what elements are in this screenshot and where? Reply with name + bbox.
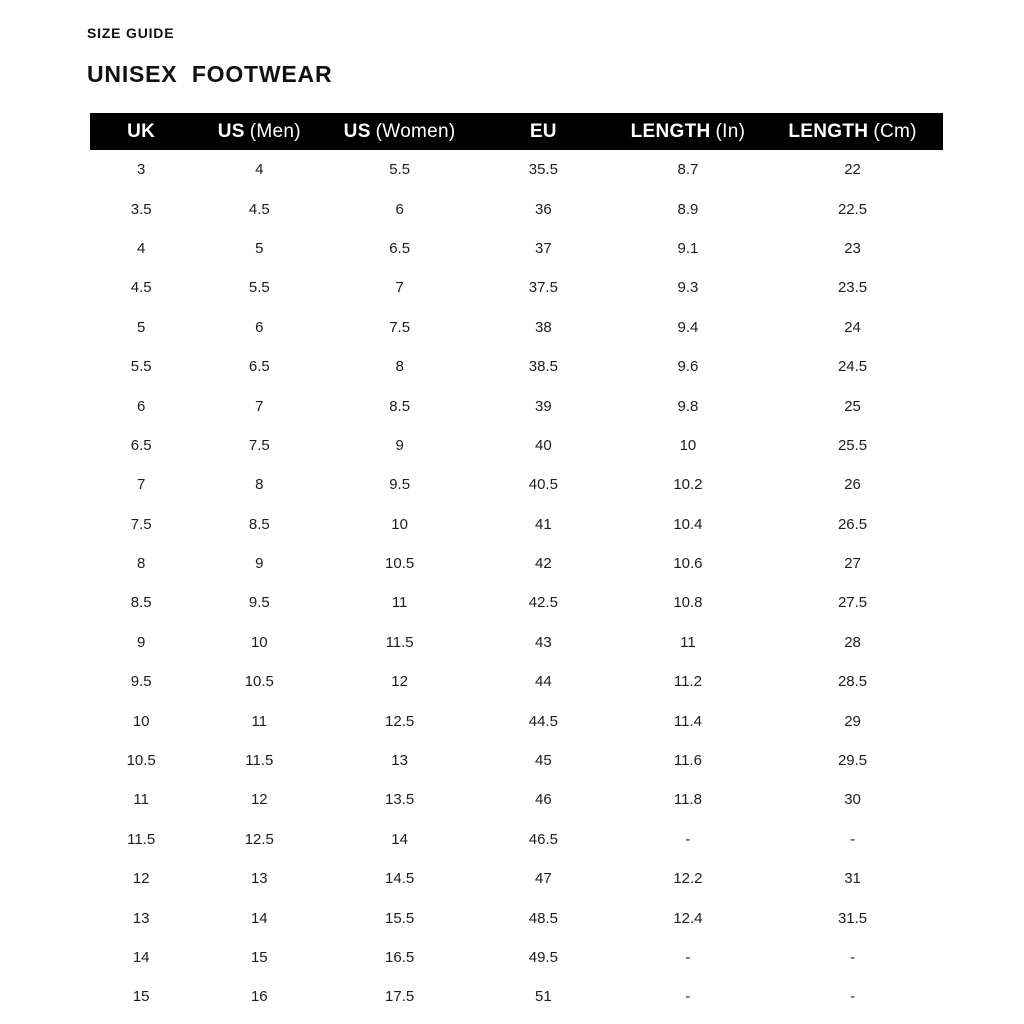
table-row — [90, 229, 943, 268]
size-cell: 23.5 — [837, 279, 868, 297]
table-row — [90, 820, 943, 859]
size-cell: - — [850, 949, 856, 966]
size-cell: 42.5 — [528, 594, 558, 612]
table-header-row — [90, 113, 943, 150]
size-cell: 31.5 — [837, 909, 868, 927]
size-cell: 16 — [250, 988, 268, 1006]
size-cell: 10.5 — [385, 555, 415, 573]
size-cell: 13.5 — [385, 791, 415, 809]
size-cell: 25.5 — [837, 436, 868, 454]
size-cell: 7.5 — [389, 318, 411, 336]
size-cell: 24 — [844, 318, 861, 336]
size-cell: 25 — [844, 397, 861, 415]
column-header-unit: (Men) — [249, 120, 301, 142]
size-cell: 4.5 — [248, 200, 270, 218]
size-cell: 9.5 — [248, 594, 270, 612]
size-cell: 10 — [391, 515, 408, 533]
size-cell: 43 — [534, 633, 552, 651]
size-cell: 39 — [534, 397, 552, 415]
size-cell: 9.5 — [389, 476, 411, 494]
size-cell: 35.5 — [528, 161, 558, 179]
size-cell: 40 — [534, 436, 552, 454]
size-cell: 4 — [137, 239, 146, 257]
size-cell: 5.5 — [389, 161, 411, 179]
column-header-label: LENGTH — [788, 120, 869, 142]
size-cell: 15 — [132, 988, 150, 1006]
size-cell: 14 — [250, 909, 268, 927]
size-cell: 9.6 — [677, 358, 699, 376]
size-cell: 29 — [844, 712, 861, 730]
size-cell: 7 — [255, 397, 264, 415]
size-cell: 14 — [132, 949, 150, 966]
size-cell: 15 — [250, 949, 268, 966]
size-cell: 37.5 — [528, 279, 558, 297]
size-cell: 29.5 — [837, 752, 868, 770]
column-header-label: US — [217, 120, 245, 142]
table-header-bar — [90, 113, 943, 150]
size-cell: 10.6 — [673, 555, 703, 573]
size-cell: 8.7 — [677, 161, 699, 179]
size-cell: 38 — [534, 318, 552, 336]
size-cell: 6.5 — [389, 239, 411, 257]
column-header-unit: (Women) — [375, 120, 456, 142]
size-cell: 8 — [137, 555, 146, 573]
size-cell: 16.5 — [385, 949, 415, 966]
size-cell: 5.5 — [130, 358, 152, 376]
table-row — [90, 544, 943, 583]
size-cell: 24.5 — [837, 358, 868, 376]
size-cell: 36 — [534, 200, 552, 218]
size-cell: 46.5 — [528, 830, 558, 848]
table-row — [90, 780, 943, 819]
table-row — [90, 426, 943, 465]
size-cell: 6 — [137, 397, 146, 415]
column-header-label: US — [343, 120, 371, 142]
size-cell: 12 — [391, 673, 408, 691]
size-cell: 6.5 — [130, 436, 152, 454]
size-cell: 3 — [137, 161, 146, 179]
size-cell: 22 — [844, 161, 861, 179]
size-cell: 26.5 — [837, 515, 868, 533]
size-cell: 6 — [395, 200, 404, 218]
size-cell: 9 — [395, 436, 404, 454]
size-cell: - — [685, 988, 691, 1006]
size-cell: 7.5 — [248, 436, 270, 454]
size-cell: 7 — [137, 476, 146, 494]
size-cell: 45 — [534, 752, 552, 770]
size-cell: 49.5 — [528, 949, 558, 966]
size-cell: 8.5 — [389, 397, 411, 415]
size-cell: 9.4 — [677, 318, 699, 336]
size-cell: 11.5 — [385, 633, 414, 651]
size-cell: 11 — [391, 594, 408, 612]
size-cell: 41 — [534, 515, 552, 533]
table-row — [90, 623, 943, 662]
size-cell: - — [685, 949, 691, 966]
size-cell: 8 — [255, 476, 264, 494]
size-cell: 11.2 — [673, 673, 702, 691]
size-cell: 12 — [132, 870, 150, 888]
size-cell: 12.5 — [385, 712, 415, 730]
size-cell: 12.4 — [673, 909, 703, 927]
table-row — [90, 347, 943, 386]
size-guide-label: SIZE GUIDE — [87, 25, 175, 41]
table-row — [90, 505, 943, 544]
column-header-length-in — [614, 113, 762, 150]
size-cell: 13 — [132, 909, 150, 927]
size-cell: 10.8 — [673, 594, 703, 612]
size-cell: 13 — [391, 752, 408, 770]
size-cell: 44.5 — [528, 712, 558, 730]
column-header-eu — [473, 113, 614, 150]
size-cell: 11 — [133, 791, 149, 809]
size-cell: 10 — [250, 633, 268, 651]
size-chart-table — [90, 113, 943, 1017]
table-row — [90, 465, 943, 504]
size-cell: 10 — [132, 712, 150, 730]
size-cell: 26 — [844, 476, 861, 494]
size-cell: 27.5 — [837, 594, 868, 612]
column-header-us-women — [326, 113, 473, 150]
table-row — [90, 898, 943, 937]
size-cell: 23 — [844, 239, 861, 257]
size-cell: 42 — [534, 555, 552, 573]
size-cell: 4 — [255, 161, 264, 179]
size-cell: - — [850, 830, 856, 848]
table-row — [90, 859, 943, 898]
size-cell: 8.5 — [130, 594, 152, 612]
size-cell: 8.9 — [677, 200, 699, 218]
table-row — [90, 386, 943, 425]
page-title: UNISEX FOOTWEAR — [87, 61, 333, 87]
size-cell: 15.5 — [385, 909, 415, 927]
size-cell: 9.1 — [677, 239, 699, 257]
column-header-label: EU — [529, 120, 557, 142]
size-cell: 12.5 — [244, 830, 274, 848]
size-cell: 8 — [395, 358, 404, 376]
size-cell: 9.8 — [677, 397, 699, 415]
table-row — [90, 977, 943, 1016]
size-cell: 30 — [844, 791, 861, 809]
size-cell: 11.4 — [673, 712, 702, 730]
size-cell: 11.6 — [673, 752, 702, 770]
size-cell: 6.5 — [248, 358, 270, 376]
size-cell: 11.5 — [245, 752, 274, 770]
column-header-length-cm — [762, 113, 943, 150]
column-header-uk — [90, 113, 192, 150]
column-header-label: UK — [127, 120, 156, 142]
size-cell: 38.5 — [528, 358, 558, 376]
size-cell: 3.5 — [130, 200, 152, 218]
size-cell: 51 — [534, 988, 552, 1006]
size-cell: - — [850, 988, 856, 1006]
table-row — [90, 150, 943, 189]
column-header-unit: (Cm) — [873, 120, 917, 142]
size-cell: 5 — [255, 239, 264, 257]
size-cell: 9.5 — [130, 673, 152, 691]
size-cell: 11.5 — [127, 830, 156, 848]
size-cell: 11.8 — [673, 791, 702, 809]
size-cell: 11 — [680, 633, 696, 651]
size-cell: 7 — [395, 279, 404, 297]
size-cell: 46 — [534, 791, 552, 809]
table-row — [90, 741, 943, 780]
table-row — [90, 268, 943, 307]
size-cell: 13 — [250, 870, 268, 888]
size-cell: 27 — [844, 555, 861, 573]
size-cell: 37 — [534, 239, 552, 257]
size-cell: - — [685, 830, 691, 848]
size-cell: 4.5 — [130, 279, 152, 297]
size-cell: 40.5 — [528, 476, 558, 494]
size-cell: 14 — [391, 830, 408, 848]
size-cell: 9 — [255, 555, 264, 573]
column-header-label: LENGTH — [630, 120, 711, 142]
size-cell: 12.2 — [673, 870, 703, 888]
size-cell: 11 — [251, 712, 268, 730]
size-cell: 8.5 — [248, 515, 270, 533]
size-cell: 10.2 — [673, 476, 703, 494]
column-header-unit: (In) — [715, 120, 746, 142]
size-cell: 7.5 — [130, 515, 152, 533]
size-cell: 22.5 — [837, 200, 868, 218]
size-cell: 5 — [137, 318, 146, 336]
size-cell: 14.5 — [385, 870, 415, 888]
size-cell: 10.5 — [244, 673, 274, 691]
size-cell: 5.5 — [248, 279, 270, 297]
table-row — [90, 308, 943, 347]
table-row — [90, 938, 943, 977]
size-cell: 10.5 — [126, 752, 156, 770]
table-row — [90, 583, 943, 622]
size-cell: 9 — [137, 633, 146, 651]
table-row — [90, 662, 943, 701]
column-header-us-men — [192, 113, 326, 150]
size-cell: 28 — [844, 633, 861, 651]
size-table-body — [90, 150, 943, 1017]
size-cell: 10.4 — [673, 515, 703, 533]
table-row — [90, 189, 943, 228]
size-cell: 44 — [534, 673, 552, 691]
size-cell: 48.5 — [528, 909, 558, 927]
size-cell: 31 — [844, 870, 861, 888]
table-row — [90, 701, 943, 740]
size-cell: 47 — [534, 870, 552, 888]
size-cell: 6 — [255, 318, 264, 336]
size-cell: 12 — [250, 791, 268, 809]
size-cell: 28.5 — [837, 673, 868, 691]
size-cell: 10 — [679, 436, 697, 454]
size-cell: 9.3 — [677, 279, 699, 297]
size-cell: 17.5 — [385, 988, 415, 1006]
